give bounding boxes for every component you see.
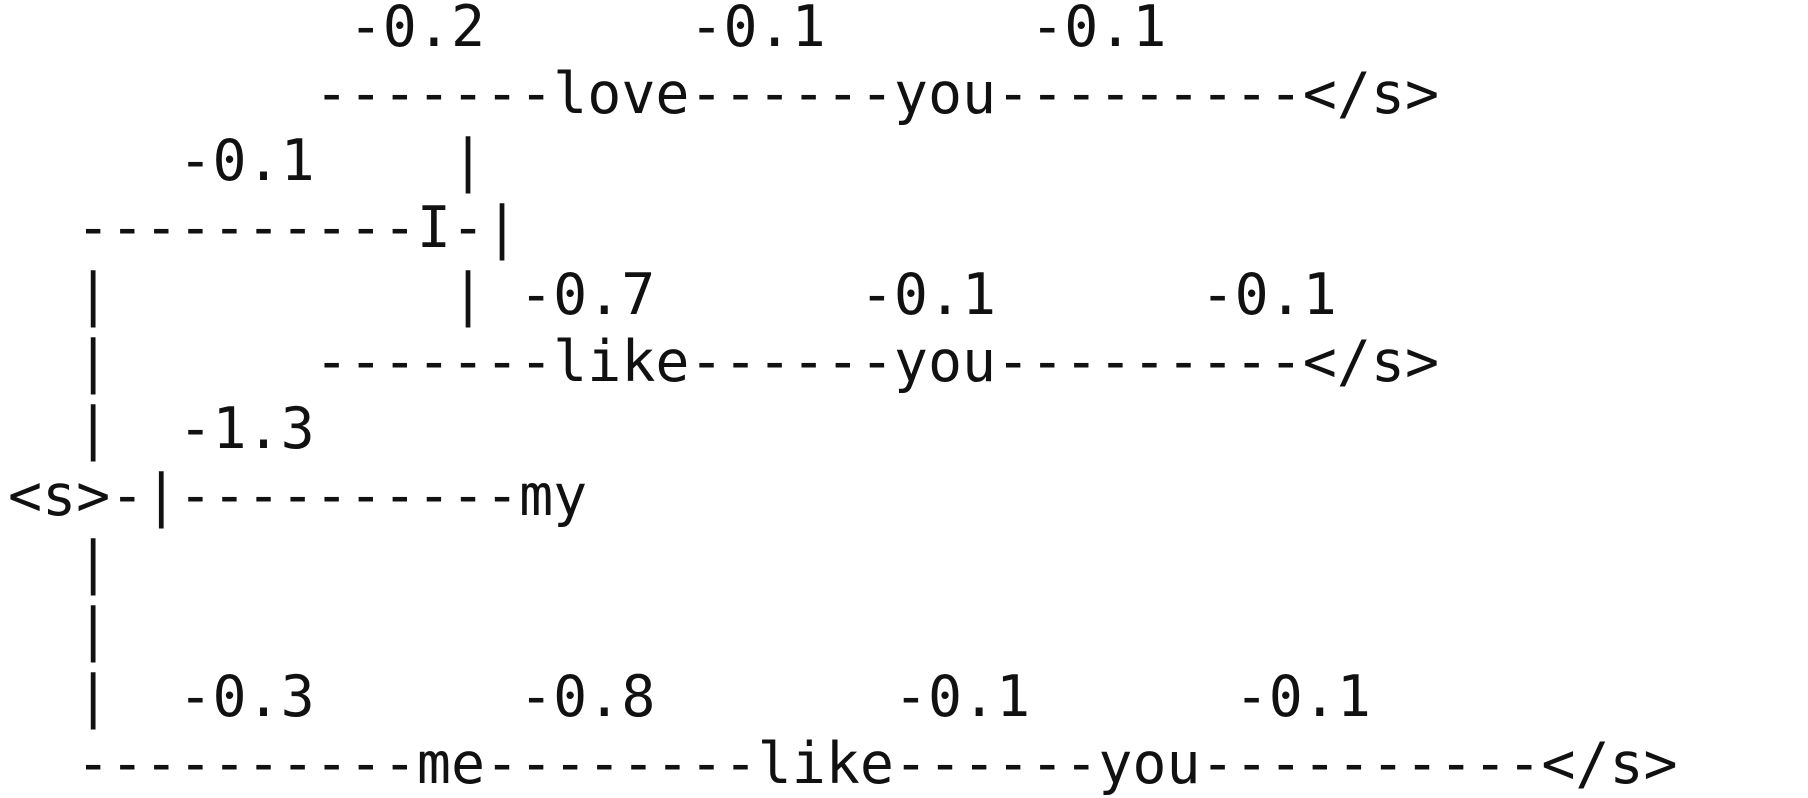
edge-connector: --------- [996,61,1303,127]
edge-connector: ------ [689,329,894,395]
token-end-2: </s> [1302,329,1440,395]
beam-search-tree-diagram [8,0,1678,798]
spacer [315,664,519,730]
score-my: -1.3 [178,396,315,462]
edge-connector: | [314,128,486,194]
token-love: love [553,61,690,127]
diagram-line [8,0,1167,60]
score-me: -0.3 [178,664,315,730]
diagram-line [8,597,110,663]
edge-connector: | [8,597,111,663]
token-like-2: like [757,731,894,797]
edge-connector: ------ [893,731,1099,797]
edge-connector: --------- [996,329,1303,395]
token-end-1: </s> [1302,61,1440,127]
score-you-2: -0.1 [859,262,997,328]
diagram-line [8,329,1439,395]
spacer [485,0,689,60]
diagram-line [8,396,315,462]
diagram-line [8,530,110,596]
diagram-line [8,463,587,529]
token-end-3: </s> [1541,731,1678,797]
token-i: I [416,195,451,261]
spacer [826,0,1030,60]
diagram-line [8,128,485,194]
token-me: me [416,731,486,797]
edge-connector: | [8,396,179,462]
spacer [8,0,349,60]
score-you-1: -0.1 [689,0,826,60]
edge-connector: | [8,664,179,730]
edge-connector: ---------- [8,195,417,261]
score-you-3: -0.1 [893,664,1031,730]
token-like-1: like [553,329,690,395]
score-end-1: -0.1 [1030,0,1167,60]
score-like-1: -0.7 [519,262,656,328]
diagram-line [8,61,1439,127]
token-you-2: you [893,329,997,395]
spacer [1030,664,1234,730]
edge-connector: -------- [485,731,758,797]
token-start: <s> [8,463,111,529]
diagram-line [8,731,1678,797]
token-you-1: you [893,61,997,127]
token-my: my [519,463,588,529]
edge-connector: | | [8,262,520,328]
edge-connector: -| [450,195,520,261]
token-you-3: you [1098,731,1201,797]
edge-connector: ------ [689,61,894,127]
score-end-2: -0.1 [1200,262,1337,328]
edge-connector: ---------- [1200,731,1542,797]
edge-connector: ---------- [8,731,417,797]
score-like-2: -0.8 [519,664,656,730]
diagram-line [8,262,1337,328]
score-love-1: -0.2 [348,0,486,60]
edge-connector: | ------- [8,329,554,395]
spacer [655,664,894,730]
spacer [655,262,859,328]
edge-connector: -|---------- [110,463,520,529]
spacer [996,262,1200,328]
edge-connector: ------- [8,61,554,127]
diagram-line [8,664,1371,730]
diagram-line [8,195,519,261]
score-end-3: -0.1 [1234,664,1371,730]
spacer [8,128,178,194]
score-i: -0.1 [178,128,315,194]
edge-connector: | [8,530,111,596]
